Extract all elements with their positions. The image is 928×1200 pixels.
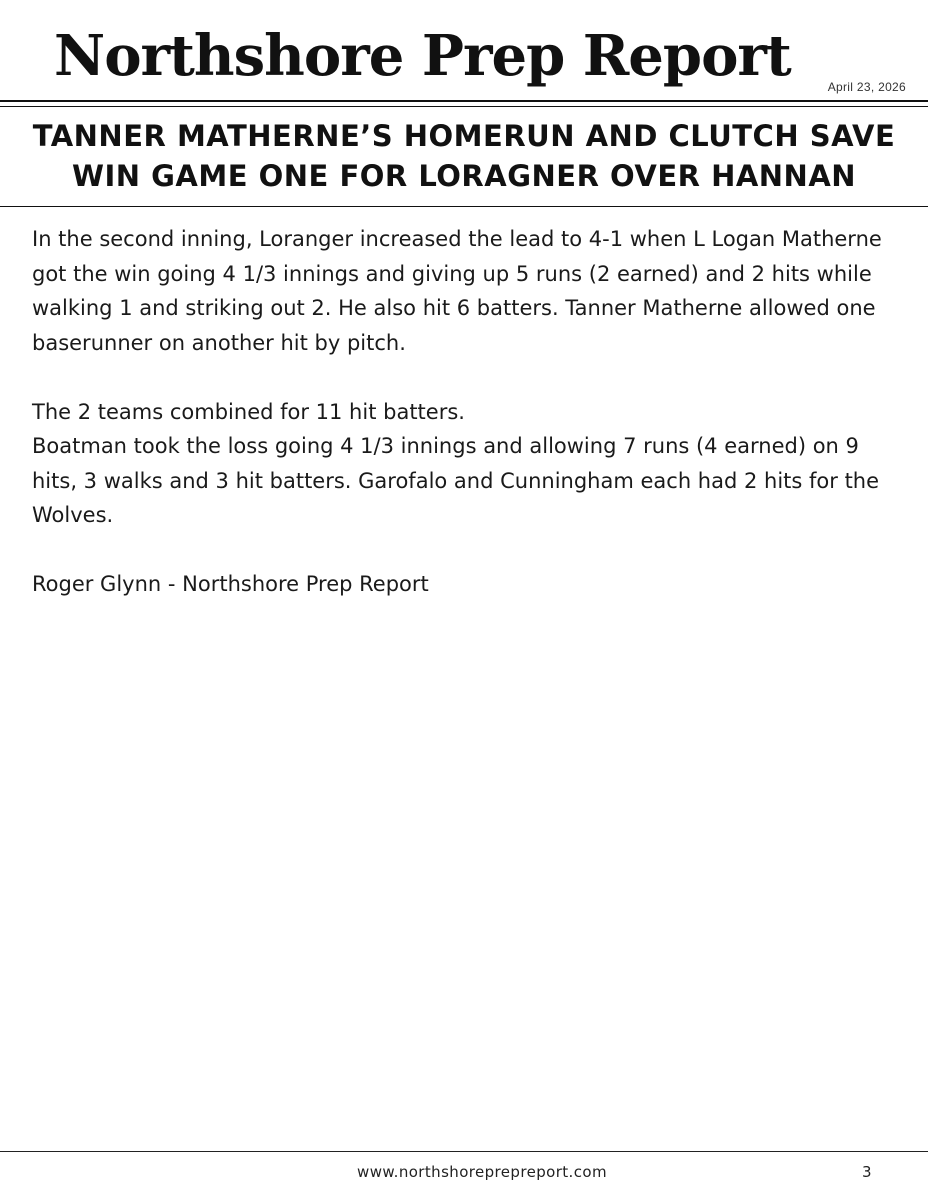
article-paragraph-2: The 2 teams combined for 11 hit batters. (32, 399, 465, 424)
paragraph-spacer (32, 360, 892, 395)
headline-line-1: TANNER MATHERNE’S HOMERUN AND CLUTCH SAVE (32, 119, 896, 153)
article-paragraph-1: In the second inning, Loranger increased the lead to 4-1 when L Logan Matherne got the win going 4 1/3 innings and giving up 5 runs (2 earned) and 2 hits while walking 1 and striking out 2. He also hit 6 batters. Tanner Matherne allowed one baserunner on another hit by pitch. (32, 227, 882, 355)
article-body (32, 222, 892, 602)
masthead-rule-top (0, 100, 928, 102)
footer-url: www.northshoreprepreport.com (357, 1163, 607, 1181)
issue-date: April 23, 2026 (827, 80, 906, 94)
page-number: 3 (862, 1163, 872, 1181)
article-paragraph-3: Boatman took the loss going 4 1/3 innings and allowing 7 runs (4 earned) on 9 hits, 3 walks and 3 hit batters. Garofalo and Cunningham each had 2 hits for the Wolves. (32, 434, 880, 527)
masthead-title: Northshore Prep Report (54, 23, 791, 89)
headline-line-2: WIN GAME ONE FOR LORAGNER OVER HANNAN (71, 159, 857, 193)
paragraph-spacer (32, 533, 892, 568)
masthead-rule-bottom (0, 106, 928, 107)
article-byline: Roger Glynn - Northshore Prep Report (32, 572, 429, 596)
headline-rule (0, 206, 928, 207)
article-headline (0, 116, 928, 196)
footer-rule (0, 1151, 928, 1152)
